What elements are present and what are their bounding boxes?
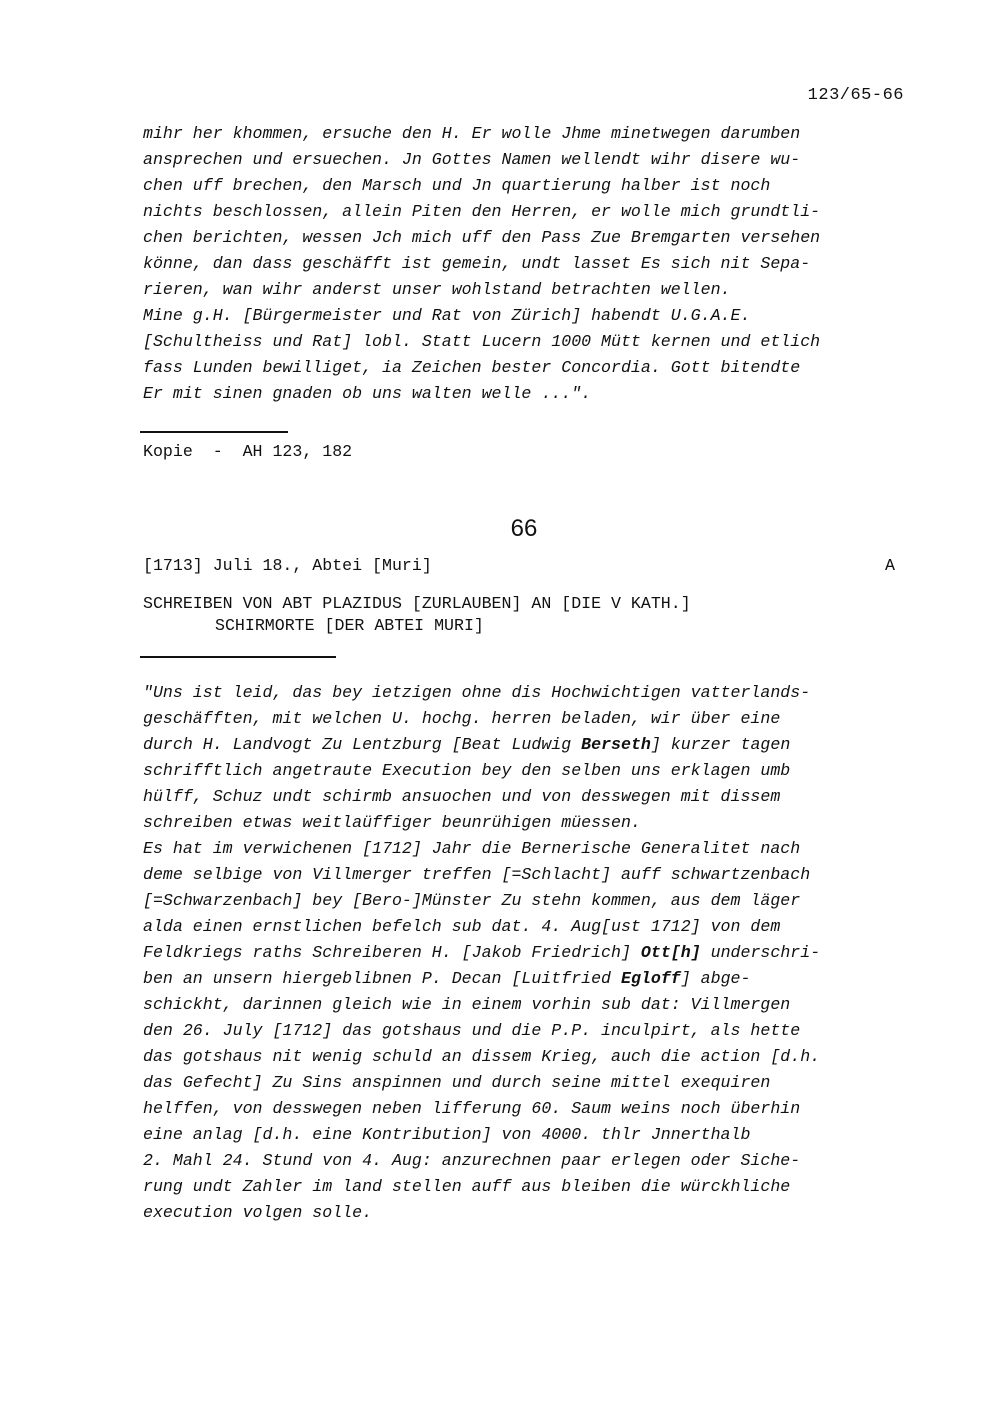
text-line: alda einen ernstlichen befelch sub dat. 4. Aug[ust 1712] von dem [143, 917, 781, 936]
document-class-letter: A [885, 556, 895, 575]
previous-letter-continuation [143, 121, 913, 407]
text-line: nichts beschlossen, allein Piten den Herren, er wolle mich grundtli- [143, 202, 821, 221]
text-line: 2. Mahl 24. Stund von 4. Aug: anzurechnen paar erlegen oder Siche- [143, 1151, 801, 1170]
text-line: Mine g.H. [Bürgermeister und Rat von Zürich] habendt U.G.A.E. [143, 306, 751, 325]
text-line: eine anlag [d.h. eine Kontribution] von 4000. thlr Jnnerthalb [143, 1125, 751, 1144]
text-line: schrifftlich angetraute Execution bey den selben uns erklagen umb [143, 761, 791, 780]
document-date-place: [1713] Juli 18., Abtei [Muri] [143, 556, 432, 575]
text-line: chen uff brechen, den Marsch und Jn quartierung halber ist noch [143, 176, 771, 195]
text-line: Es hat im verwichenen [1712] Jahr die Bernerische Generalitet nach [143, 839, 801, 858]
text-line: ansprechen und ersuechen. Jn Gottes Namen wellendt wihr disere wu- [143, 150, 801, 169]
text-line: schickht, darinnen gleich wie in einem vorhin sub dat: Villmergen [143, 995, 791, 1014]
text-line: schreiben etwas weitlaüffiger beunrühigen müessen. [143, 813, 641, 832]
text-line: Feldkriegs raths Schreiberen H. [Jakob Friedrich] Ott[h] underschri- [143, 943, 821, 962]
document-number: 66 [510, 515, 538, 542]
letter-body [143, 680, 913, 1226]
page-reference: 123/65-66 [807, 86, 904, 105]
text-line: das Gefecht] Zu Sins anspinnen und durch seine mittel exequiren [143, 1073, 771, 1092]
text-line: hülff, Schuz undt schirmb ansuochen und von desswegen mit dissem [143, 787, 781, 806]
text-line: deme selbige von Villmerger treffen [=Schlacht] auff schwartzenbach [143, 865, 811, 884]
text-line: chen berichten, wessen Jch mich uff den Pass Zue Bremgarten versehen [143, 228, 821, 247]
text-line: rieren, wan wihr anderst unser wohlstand betrachten wellen. [143, 280, 731, 299]
source-note: Kopie - AH 123, 182 [143, 442, 353, 461]
person-name-berseth: Berseth [581, 735, 651, 754]
text-line: geschäfften, mit welchen U. hochg. herren beladen, wir über eine [143, 709, 781, 728]
person-name-egloff: Egloff [620, 969, 681, 988]
text-line: Er mit sinen gnaden ob uns walten welle ...". [143, 384, 592, 403]
title-divider [140, 656, 336, 658]
document-title-line-1: SCHREIBEN VON ABT PLAZIDUS [ZURLAUBEN] AN [DIE V KATH.] [143, 594, 691, 613]
text-line: helffen, von desswegen neben lifferung 60. Saum weins noch überhin [143, 1099, 801, 1118]
text-line: execution volgen solle. [143, 1203, 373, 1222]
text-line: könne, dan dass geschäfft ist gemein, undt lasset Es sich nit Sepa- [143, 254, 811, 273]
text-line: [=Schwarzenbach] bey [Bero-]Münster Zu stehn kommen, aus dem läger [143, 891, 801, 910]
text-line: den 26. July [1712] das gotshaus und die P.P. inculpirt, als hette [143, 1021, 801, 1040]
text-line: fass Lunden bewilliget, ia Zeichen bester Concordia. Gott bitendte [143, 358, 801, 377]
text-line: durch H. Landvogt Zu Lentzburg [Beat Ludwig Berseth] kurzer tagen [143, 735, 791, 754]
footnote-divider [140, 431, 288, 433]
text-line: "Uns ist leid, das bey ietzigen ohne dis Hochwichtigen vatterlands- [143, 683, 811, 702]
text-line: [Schultheiss und Rat] lobl. Statt Lucern 1000 Mütt kernen und etlich [143, 332, 821, 351]
text-line: das gotshaus nit wenig schuld an dissem Krieg, auch die action [d.h. [143, 1047, 821, 1066]
text-line: mihr her khommen, ersuche den H. Er wolle Jhme minetwegen darumben [143, 124, 801, 143]
document-title-line-2: SCHIRMORTE [DER ABTEI MURI] [215, 616, 484, 635]
text-line: ben an unsern hiergeblibnen P. Decan [Luitfried Egloff] abge- [143, 969, 751, 988]
text-line: rung undt Zahler im land stellen auff aus bleiben die würckhliche [143, 1177, 791, 1196]
person-name-otth: Ott[h] [640, 943, 701, 962]
